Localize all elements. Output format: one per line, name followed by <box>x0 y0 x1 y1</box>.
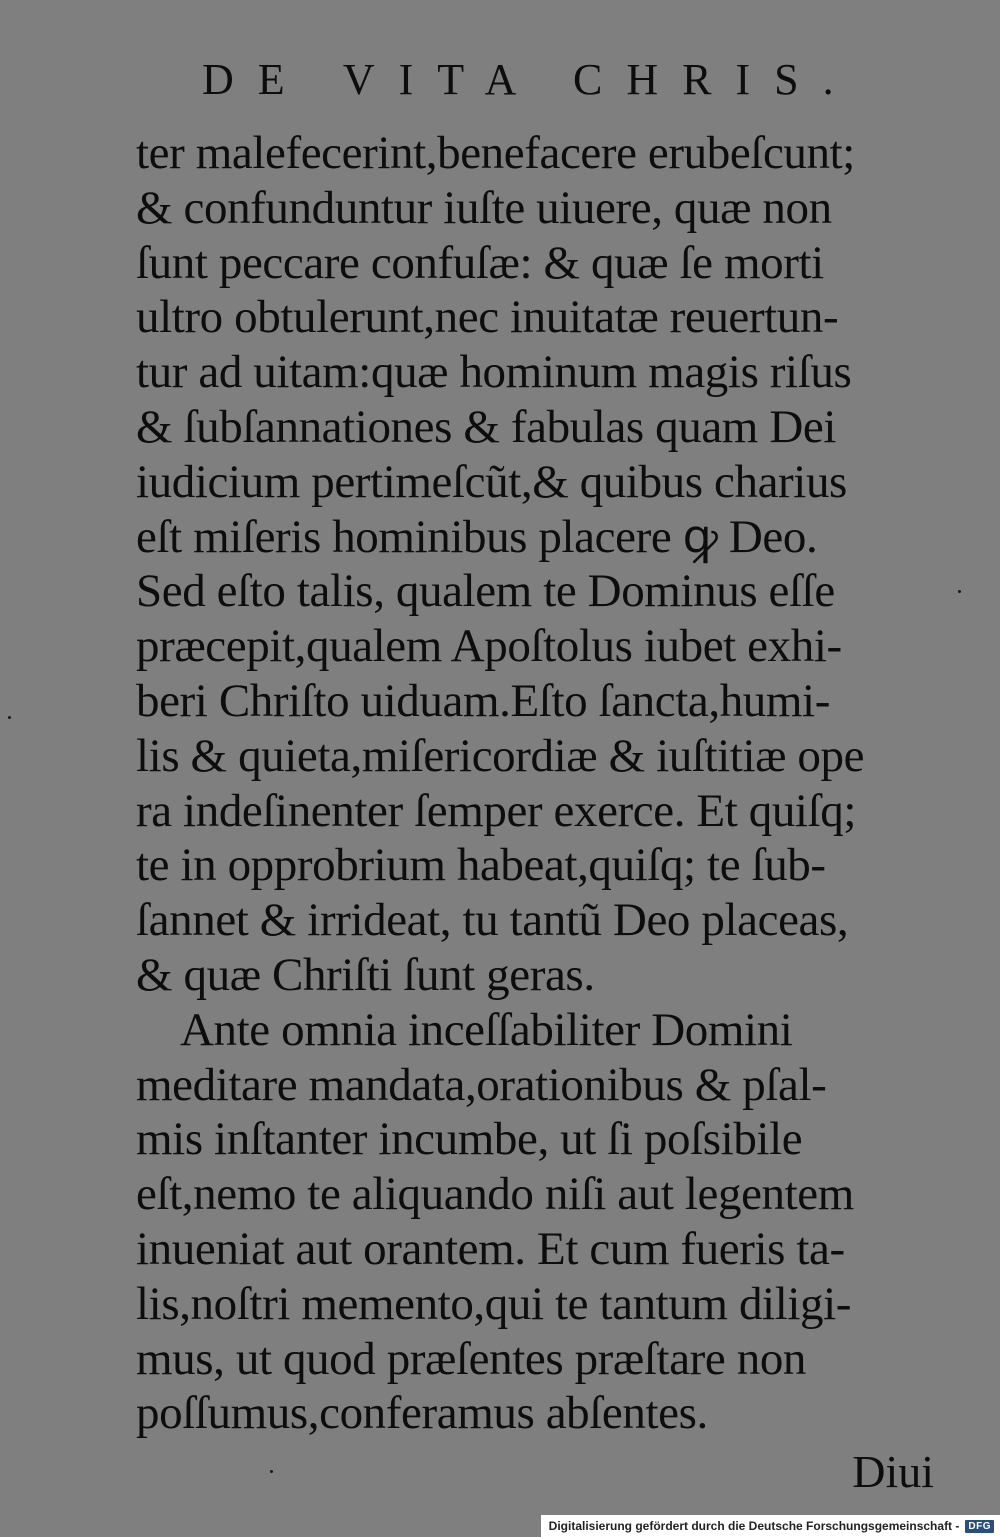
text-line: beri Chriſto uiduam.Eſto ſancta,humi- <box>136 674 830 727</box>
text-line: Sed eſto talis, qualem te Dominus eſſe <box>136 565 835 618</box>
text-line: & ſubſannationes & fabulas quam Dei <box>136 400 836 453</box>
text-line: te in opprobrium habeat,quiſq; te ſub- <box>136 839 826 892</box>
text-line: mus, ut quod præſentes præſtare non <box>136 1332 807 1385</box>
text-line: ter malefecerint,benefacere erubeſcunt; <box>136 127 855 179</box>
ink-speck <box>958 590 961 593</box>
footer-text: Digitalisierung gefördert durch die Deutsche Forschungsgemeinschaft - <box>548 1519 960 1533</box>
text-line: poſſumus,conferamus abſentes. <box>136 1387 708 1440</box>
digitization-footer <box>541 1515 1000 1537</box>
text-line: eſt,nemo te aliquando niſi aut legentem <box>136 1168 854 1221</box>
text-line: inueniat aut orantem. Et cum fueris ta- <box>136 1222 845 1275</box>
text-line: præcepit,qualem Apoſtolus iubet exhi- <box>136 620 842 673</box>
text-line: meditare mandata,orationibus & pſal- <box>136 1058 827 1111</box>
running-head: DE VITA CHRIS. <box>202 55 858 104</box>
dfg-logo-icon: DFG <box>965 1520 994 1533</box>
text-line: ultro obtulerunt,nec inuitatæ reuertun- <box>136 291 839 344</box>
text-line: iudicium pertimeſcũt,& quibus charius <box>136 455 847 508</box>
ink-speck <box>8 716 11 719</box>
paragraph-start-line: Ante omnia inceſſabiliter Domini <box>180 1003 793 1056</box>
text-line: lis,noſtri memento,qui te tantum diligi- <box>136 1277 852 1330</box>
text-line: ſunt peccare confuſæ: & quæ ſe morti <box>136 236 824 289</box>
text-line: ra indeſinenter ſemper exerce. Et quiſq; <box>136 784 857 837</box>
text-line: ſannet & irrideat, tu tantũ Deo placeas, <box>136 894 849 947</box>
text-line: lis & quieta,miſericordiæ & iuſtitiæ ope <box>136 729 865 782</box>
text-line: & confunduntur iuſte uiuere, quæ non <box>136 181 832 234</box>
text-line: mis inſtanter incumbe, ut ſi poſsibile <box>136 1113 803 1166</box>
ink-speck <box>270 1470 273 1473</box>
text-line: eſt miſeris hominibus placere ꝙ Deo. <box>136 510 818 563</box>
text-line: & quæ Chriſti ſunt geras. <box>136 948 595 1001</box>
text-line: tur ad uitam:quæ hominum magis riſus <box>136 346 852 399</box>
body-text <box>136 126 942 1441</box>
catchword: Diui <box>852 1446 934 1497</box>
